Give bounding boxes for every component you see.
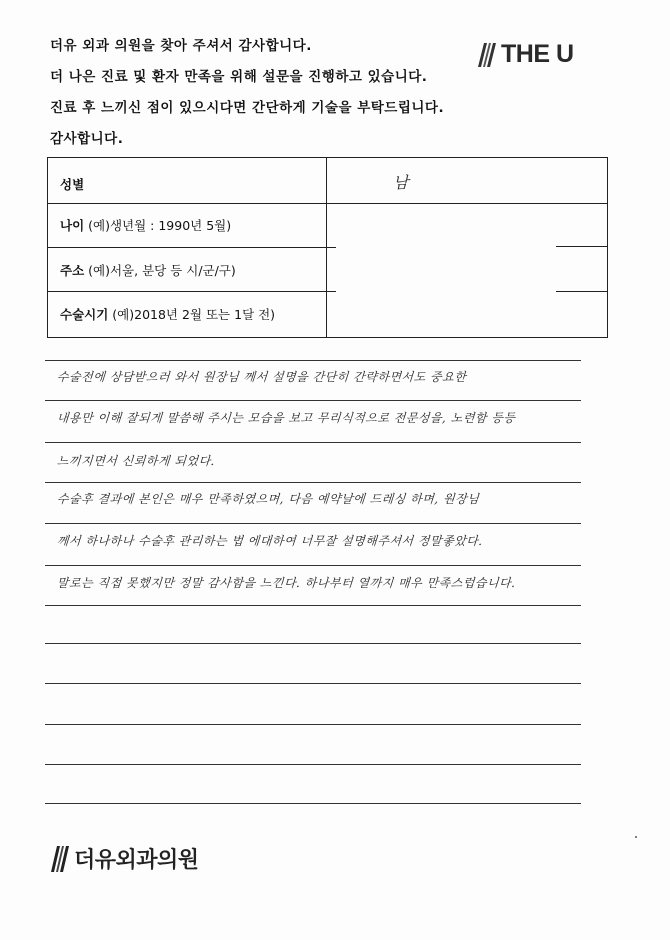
surgery-time-label bbox=[60, 305, 275, 323]
writing-line bbox=[45, 724, 581, 725]
writing-line bbox=[45, 683, 581, 684]
gender-label-text: 성별 bbox=[60, 177, 85, 192]
age-row bbox=[48, 203, 607, 247]
comment-line: 수술전에 상담받으러 와서 원장님 께서 설명을 간단히 간략하면서도 중요한 bbox=[56, 370, 467, 384]
age-example: (예)생년월 : 1990년 5월) bbox=[88, 218, 232, 233]
comment-line: 내용만 이해 잘되게 말씀해 주시는 모습을 보고 무리식적으로 전문성을, 노련함 등등 bbox=[56, 411, 517, 425]
writing-line bbox=[45, 400, 581, 401]
intro-line: 진료 후 느끼신 점이 있으시다면 간단하게 기술을 부탁드립니다. bbox=[50, 100, 445, 116]
footer-logo bbox=[48, 843, 199, 874]
address-example: (예)서울, 분당 등 시/군/구) bbox=[88, 263, 236, 278]
writing-line bbox=[45, 523, 581, 524]
comment-line: 말로는 직접 못했지만 정말 감사함을 느낀다. 하나부터 열까지 매우 만족스럽습니다. bbox=[56, 576, 517, 590]
gender-label bbox=[60, 175, 84, 193]
gender-field[interactable]: 남 bbox=[393, 173, 409, 192]
brand-logo bbox=[475, 40, 574, 69]
address-row bbox=[48, 247, 607, 291]
age-label bbox=[60, 216, 231, 234]
brand-logo-text: THE U bbox=[501, 40, 574, 68]
slanted-stripes-logo-icon bbox=[475, 43, 497, 67]
address-label-text: 주소 bbox=[60, 263, 85, 278]
writing-line bbox=[45, 360, 581, 361]
surgery-time-label-text: 수술시기 bbox=[60, 307, 109, 322]
surgery-time-example: (예)2018년 2월 또는 1달 전) bbox=[112, 307, 276, 322]
clinic-name: 더유외과의원 bbox=[74, 848, 199, 873]
writing-line bbox=[45, 803, 581, 804]
writing-line bbox=[45, 442, 581, 443]
intro-line: 더유 외과 의원을 찾아 주셔서 감사합니다. bbox=[50, 38, 312, 54]
writing-line bbox=[45, 565, 581, 566]
intro-line: 더 나은 진료 및 환자 만족을 위해 설문을 진행하고 있습니다. bbox=[50, 69, 428, 85]
gender-row bbox=[48, 158, 607, 203]
writing-line bbox=[45, 643, 581, 644]
comment-line: 께서 하나하나 수술후 관리하는 법 에대하여 너무잘 설명해주셔서 정말좋았다. bbox=[56, 534, 484, 548]
address-label bbox=[60, 261, 236, 279]
writing-line bbox=[45, 605, 581, 606]
patient-info-table bbox=[47, 157, 608, 338]
writing-line bbox=[45, 764, 581, 765]
slanted-stripes-logo-icon bbox=[48, 846, 70, 872]
comment-line: 수술후 결과에 본인은 매우 만족하였으며, 다음 예약날에 드레싱 하며, 원장님 bbox=[56, 492, 480, 506]
intro-message bbox=[50, 36, 444, 160]
comment-line: 느끼지면서 신뢰하게 되었다. bbox=[56, 454, 216, 468]
age-label-text: 나이 bbox=[60, 218, 85, 233]
intro-line: 감사합니다. bbox=[50, 131, 124, 147]
scan-speck bbox=[635, 836, 637, 838]
writing-line bbox=[45, 482, 581, 483]
surgery-time-row bbox=[48, 291, 607, 337]
